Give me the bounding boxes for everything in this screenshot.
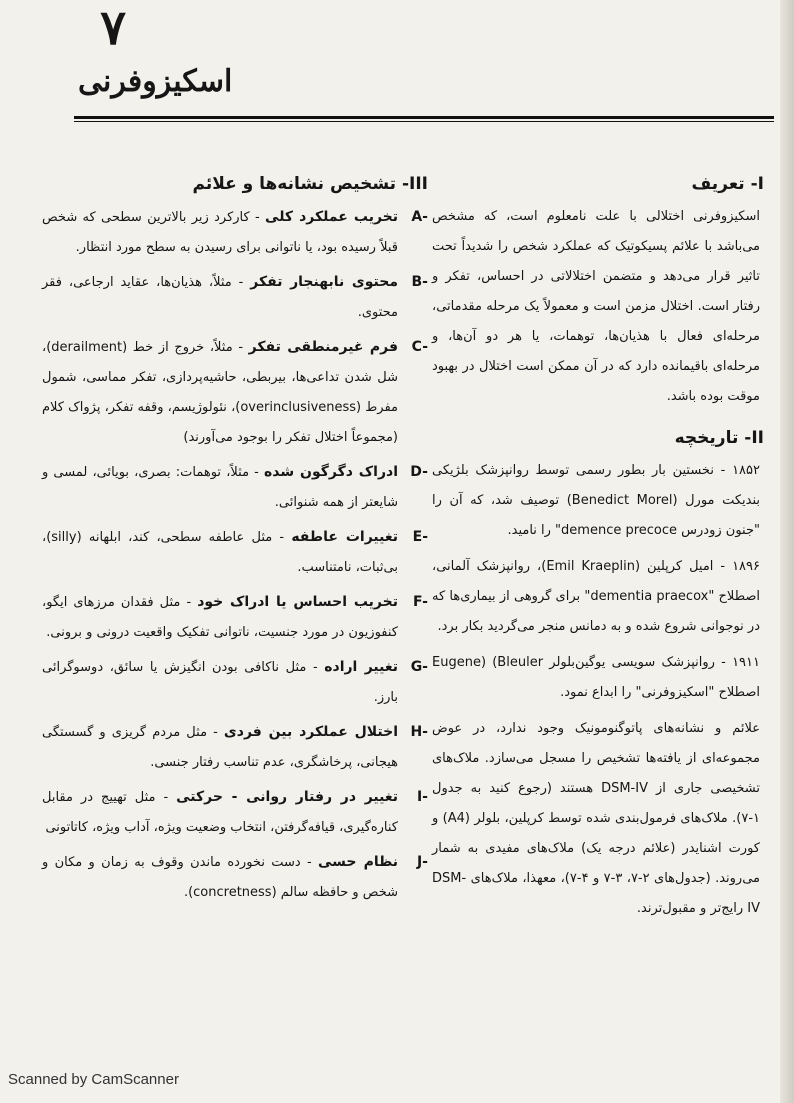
- symptom-content: [42, 267, 398, 328]
- symptom-text: - مثلاً، توهمات: بصری، بویائی، لمسی و شایعتر از همه شنوائی.: [42, 465, 398, 510]
- definition-section: [432, 170, 764, 412]
- symptom-text: - مثل فقدان مرزهای ایگو، کنفوزیون در مورد جنسیت، ناتوانی تفکیک واقعیت درونی و برونی.: [42, 595, 398, 640]
- symptom-text: - مثل تهییج در مقابل کناره‌گیری، قیافه‌گرفتن، انتخاب وضعیت ویژه، آداب ویژه، کاتاتونی: [42, 790, 398, 835]
- history-heading: II- تاریخچه: [674, 428, 764, 448]
- symptom-content: [42, 782, 398, 843]
- history-item: ۱۸۹۶ - امیل کرپلین (Emil Kraeplin)، روانپزشک آلمانی، اصطلاح "dementia praecox" برای گروهی از بیماری‌ها که در نوجوانی شروع شده و به دمانس منجر می‌گردید بکار برد.: [432, 559, 761, 634]
- symptom-content: [42, 652, 398, 713]
- right-column: [432, 170, 764, 930]
- history-item: ۱۸۵۲ - نخستین بار بطور رسمی توسط روانپزشک بلژیکی بندیکت مورل (Benedict Morel) توصیف شد، که آن را "جنون زودرس demence precoce" را نامید.: [432, 463, 761, 538]
- symptom-content: [42, 202, 398, 263]
- symptom-title: ادراک دگرگون شده: [264, 464, 398, 480]
- symptom-title: محتوی نابهنجار تفکر: [250, 274, 398, 290]
- symptom-title: تغییرات عاطفه: [291, 529, 398, 545]
- symptom-title: تخریب عملکرد کلی: [265, 209, 399, 225]
- symptom-title: تغییر اراده: [324, 659, 398, 675]
- symptom-letter: B-: [411, 274, 428, 290]
- symptom-item: [42, 332, 428, 453]
- header-rule: [74, 116, 774, 119]
- symptom-letter: E-: [412, 529, 428, 545]
- chapter-title: اسکیزوفرنی: [78, 64, 233, 99]
- definition-body: اسکیزوفرنی اختلالی با علت نامعلوم است، که مشخص می‌باشد با علائم پسیکوتیک که عملکرد شخص را شدیداً تحت تاثیر قرار می‌دهد و متضمن اختلالاتی در احساس، تفکر و رفتار است. اختلال مزمن است و معمولاً یک مرحله مقدماتی، مرحله‌ای فعال با هذیان‌ها، توهمات، یا هر دو آن‌ها، و مرحله‌ای باقیمانده دارد که در آن ممکن است اختلال در بهبود موقت بوده باشد.: [432, 209, 760, 404]
- symptom-letter: A-: [411, 209, 428, 225]
- symptom-item: [42, 522, 428, 583]
- symptom-item: [42, 457, 428, 518]
- symptom-letter: C-: [411, 339, 428, 355]
- symptom-content: [42, 332, 398, 453]
- symptom-title: نظام حسی: [318, 854, 398, 870]
- history-item: ۱۹۱۱ - روانپزشک سویسی یوگین‌بلولر Eugene) (Bleuler اصطلاح "اسکیزوفرنی" را ابداع نمود.: [432, 655, 760, 700]
- symptom-text: - مثلاً، هذیان‌ها، عقاید ارجاعی، فقر محتوی.: [42, 275, 398, 320]
- history-section: [432, 424, 764, 924]
- symptom-content: [42, 587, 398, 648]
- symptom-item: [42, 717, 428, 778]
- symptom-content: [42, 457, 398, 518]
- symptom-content: [42, 717, 398, 778]
- symptom-text: - مثل عاطفه سطحی، کند، ابلهانه (silly)، بی‌ثبات، نامتناسب.: [42, 530, 398, 575]
- symptom-content: [42, 522, 398, 583]
- header-rule-thin: [74, 121, 774, 122]
- symptom-text: - مثلاً، خروج از خط (derailment)، شل شدن تداعی‌ها، بیربطی، حاشیه‌پردازی، تفکر مماسی، شمول مفرط (overinclusiveness)، نئولوژیسم، وقفه تفکر، پژواک کلام (مجموعاً اختلال تفکر را بوجود می‌آورند): [42, 340, 398, 445]
- symptom-letter: D-: [410, 464, 428, 480]
- symptom-item: [42, 202, 428, 263]
- symptom-title: فرم غیرمنطقی تفکر: [248, 339, 398, 355]
- symptom-text: - دست نخورده ماندن وقوف به زمان و مکان و شخص و حافظه سالم (concretness).: [42, 855, 398, 900]
- left-column: [42, 170, 428, 912]
- history-item: علائم و نشانه‌های پاتوگنومونیک وجود ندارد، در عوض مجموعه‌ای از یافته‌ها تشخیص را مسجل می‌سازد. ملاک‌های تشخیصی جاری از DSM-IV هستند (رجوع کنید به جدول ۱-۷). ملاک‌های فرمول‌بندی شده توسط کرپلین، بلولر (A4) و کورت اشنایدر (علائم درجه یک) ملاک‌های مفیدی به شمار می‌روند. (جدول‌های ۲-۷، ۳-۷ و ۴-۷)، معهذا، ملاک‌های DSM-IV رایج‌تر و مقبول‌ترند.: [432, 721, 761, 916]
- symptom-item: [42, 267, 428, 328]
- symptom-letter: F-: [413, 594, 428, 610]
- symptom-item: [42, 587, 428, 648]
- symptom-text: - کارکرد زیر بالاترین سطحی که شخص قبلاً رسیده بود، یا ناتوانی برای رسیدن به سطح مورد انتظار.: [42, 210, 398, 255]
- symptom-text: - مثل ناکافی بودن انگیزش یا سائق، دوسوگرائی بارز.: [42, 660, 398, 705]
- scanner-watermark: Scanned by CamScanner: [8, 1071, 179, 1088]
- symptom-title: اختلال عملکرد بین فردی: [223, 724, 398, 740]
- page-edge-shadow: [780, 0, 794, 1103]
- symptom-title: تخریب احساس یا ادراک خود: [197, 594, 398, 610]
- symptom-title: تغییر در رفتار روانی - حرکتی: [176, 789, 398, 805]
- symptom-letter: I-: [416, 789, 428, 805]
- symptom-letter: J-: [416, 854, 428, 870]
- symptom-text: - مثل مردم گریزی و گسستگی هیجانی، پرخاشگری، عدم تناسب رفتار جنسی.: [42, 725, 398, 770]
- chapter-number: ۷: [100, 0, 126, 56]
- symptom-item: [42, 652, 428, 713]
- symptom-letter: H-: [410, 724, 428, 740]
- symptom-letter: G-: [410, 659, 428, 675]
- definition-heading: I- تعریف: [691, 174, 764, 194]
- symptom-content: [42, 847, 398, 908]
- diagnosis-heading: III- تشخیص نشانه‌ها و علائم: [192, 174, 428, 194]
- symptom-item: [42, 847, 428, 908]
- symptom-item: [42, 782, 428, 843]
